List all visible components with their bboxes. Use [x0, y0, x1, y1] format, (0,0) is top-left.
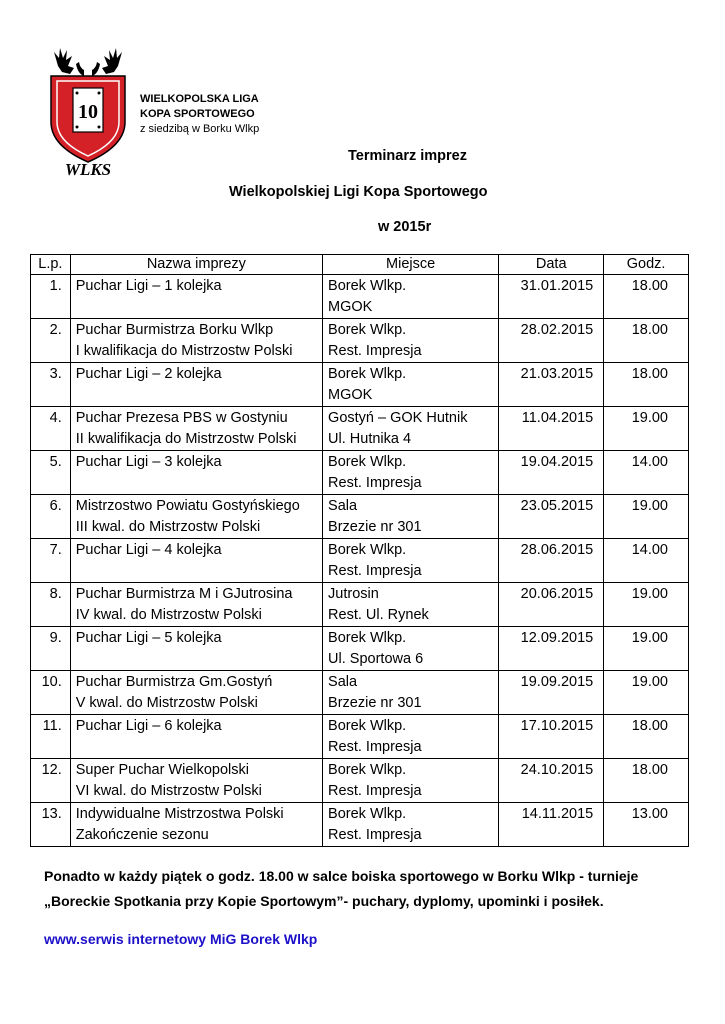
- table-row: [31, 671, 689, 715]
- cell-lp-line-1: 9.: [49, 630, 62, 646]
- cell-name-line-2: I kwalifikacja do Mistrzostw Polski: [75, 343, 293, 359]
- cell-date-line-1: 28.06.2015: [520, 542, 594, 558]
- cell-place: [323, 803, 499, 847]
- cell-date: [499, 583, 604, 627]
- cell-lp-line-1: 13.: [41, 806, 62, 822]
- cell-date-line-1: 12.09.2015: [520, 630, 594, 646]
- cell-name-line-2: VI kwal. do Mistrzostw Polski: [75, 783, 262, 799]
- cell-place-line-2: Brzezie nr 301: [328, 519, 422, 535]
- cell-date-line-1: 21.03.2015: [520, 366, 594, 382]
- cell-name: [70, 759, 322, 803]
- cell-time: [604, 363, 689, 407]
- cell-date: [499, 319, 604, 363]
- table-row: [31, 363, 689, 407]
- cell-place-line-1: Borek Wlkp.: [328, 366, 407, 382]
- cell-time: [604, 715, 689, 759]
- cell-name: [70, 363, 322, 407]
- table-row: [31, 715, 689, 759]
- cell-time: [604, 671, 689, 715]
- cell-name-line-1: Puchar Ligi – 5 kolejka: [75, 630, 222, 646]
- cell-name: [70, 627, 322, 671]
- cell-place-line-2: Rest. Impresja: [328, 783, 422, 799]
- cell-time: [604, 275, 689, 319]
- cell-date-line-1: 23.05.2015: [520, 498, 594, 514]
- cell-date-line-1: 11.04.2015: [521, 410, 594, 426]
- wlks-logo: [46, 44, 130, 178]
- cell-name-line-2: [76, 297, 317, 318]
- cell-name-line-1: Puchar Ligi – 4 kolejka: [75, 542, 222, 558]
- header-lp: L.p.: [31, 255, 71, 275]
- cell-name-line-2: V kwal. do Mistrzostw Polski: [75, 695, 258, 711]
- cell-name-line-1: Puchar Prezesa PBS w Gostyniu: [75, 410, 288, 426]
- cell-place-line-1: Borek Wlkp.: [328, 322, 407, 338]
- cell-date-line-1: 20.06.2015: [520, 586, 594, 602]
- cell-time-line-1: 18.00: [631, 278, 668, 294]
- cell-date: [499, 495, 604, 539]
- cell-place-line-2: Rest. Impresja: [328, 343, 422, 359]
- cell-place: [323, 715, 499, 759]
- cell-lp: [31, 715, 71, 759]
- cell-lp-line-1: 4.: [49, 410, 62, 426]
- cell-name-line-1: Puchar Burmistrza M i GJutrosina: [75, 586, 293, 602]
- cell-lp: [31, 627, 71, 671]
- cell-place: [323, 671, 499, 715]
- logo-text: WLKS: [64, 160, 112, 178]
- cell-place-line-1: Borek Wlkp.: [328, 278, 407, 294]
- cell-place: [323, 539, 499, 583]
- cell-lp: [31, 583, 71, 627]
- cell-name-line-1: Puchar Burmistrza Gm.Gostyń: [75, 674, 273, 690]
- cell-time-line-1: 14.00: [631, 454, 668, 470]
- cell-lp: [31, 319, 71, 363]
- table-row: [31, 759, 689, 803]
- cell-place-line-2: Rest. Impresja: [328, 827, 422, 843]
- title-line-1: Terminarz imprez: [348, 148, 467, 164]
- cell-name-line-2: [76, 561, 317, 582]
- cell-lp-line-1: 2.: [49, 322, 62, 338]
- cell-name-line-1: Mistrzostwo Powiatu Gostyńskiego: [75, 498, 300, 514]
- cell-place: [323, 407, 499, 451]
- cell-name: [70, 583, 322, 627]
- cell-name-line-2: III kwal. do Mistrzostw Polski: [75, 519, 261, 535]
- cell-time: [604, 627, 689, 671]
- cell-name-line-1: Super Puchar Wielkopolski: [75, 762, 250, 778]
- cell-lp-line-1: 8.: [49, 586, 62, 602]
- cell-date: [499, 627, 604, 671]
- cell-date: [499, 451, 604, 495]
- cell-time-line-1: 13.00: [631, 806, 668, 822]
- table-row: [31, 539, 689, 583]
- cell-place-line-2: Rest. Impresja: [328, 563, 422, 579]
- table-row: [31, 495, 689, 539]
- cell-place-line-1: Sala: [328, 498, 358, 514]
- org-line-2: KOPA SPORTOWEGO: [140, 108, 255, 120]
- cell-time-line-1: 18.00: [631, 718, 668, 734]
- cell-date: [499, 803, 604, 847]
- schedule-table: [30, 254, 689, 847]
- cell-place: [323, 583, 499, 627]
- cell-place-line-1: Gostyń – GOK Hutnik: [328, 410, 468, 426]
- cell-place: [323, 319, 499, 363]
- table-row: [31, 407, 689, 451]
- cell-name-line-2: Zakończenie sezonu: [75, 827, 209, 843]
- cell-lp-line-1: 12.: [41, 762, 62, 778]
- cell-name: [70, 451, 322, 495]
- cell-time-line-1: 18.00: [631, 322, 668, 338]
- cell-date-line-1: 24.10.2015: [520, 762, 594, 778]
- cell-time: [604, 319, 689, 363]
- cell-name-line-2: II kwalifikacja do Mistrzostw Polski: [75, 431, 297, 447]
- cell-time: [604, 803, 689, 847]
- cell-date: [499, 363, 604, 407]
- cell-lp: [31, 407, 71, 451]
- cell-date: [499, 715, 604, 759]
- cell-name-line-1: Puchar Ligi – 1 kolejka: [75, 278, 222, 294]
- cell-name: [70, 275, 322, 319]
- table-row: [31, 319, 689, 363]
- cell-name: [70, 319, 322, 363]
- cell-name-line-2: [76, 737, 317, 758]
- cell-lp-line-1: 1.: [49, 278, 62, 294]
- title-line-3: w 2015r: [378, 219, 432, 235]
- cell-time-line-1: 18.00: [631, 762, 668, 778]
- organization-name: [140, 92, 259, 137]
- table-row: [31, 627, 689, 671]
- cell-place-line-1: Borek Wlkp.: [328, 806, 407, 822]
- cell-time: [604, 539, 689, 583]
- cell-name: [70, 715, 322, 759]
- cell-lp-line-1: 6.: [49, 498, 62, 514]
- cell-time-line-1: 19.00: [631, 630, 668, 646]
- org-line-1: WIELKOPOLSKA LIGA: [140, 93, 259, 105]
- cell-time-line-1: 18.00: [631, 366, 668, 382]
- cell-date-line-1: 19.09.2015: [520, 674, 594, 690]
- table-header-row: [31, 255, 689, 275]
- cell-name: [70, 671, 322, 715]
- cell-name-line-2: [76, 473, 317, 494]
- note-line-2: „Boreckie Spotkania przy Kopie Sportowym”- puchary, dyplomy, upominki i posiłek.: [44, 893, 604, 909]
- cell-time: [604, 759, 689, 803]
- title-line-2: Wielkopolskiej Ligi Kopa Sportowego: [229, 184, 488, 200]
- cell-lp: [31, 671, 71, 715]
- cell-lp: [31, 275, 71, 319]
- cell-time: [604, 451, 689, 495]
- cell-time-line-1: 19.00: [631, 674, 668, 690]
- cell-lp: [31, 451, 71, 495]
- header-place: Miejsce: [323, 255, 499, 275]
- cell-date-line-1: 28.02.2015: [520, 322, 594, 338]
- cell-place: [323, 363, 499, 407]
- cell-place-line-2: MGOK: [328, 387, 373, 403]
- cell-place-line-1: Borek Wlkp.: [328, 454, 407, 470]
- header-name: Nazwa imprezy: [70, 255, 322, 275]
- cell-date: [499, 671, 604, 715]
- cell-date: [499, 759, 604, 803]
- cell-date-line-1: 19.04.2015: [520, 454, 594, 470]
- cell-place-line-1: Sala: [328, 674, 358, 690]
- cell-lp: [31, 363, 71, 407]
- cell-lp-line-1: 11.: [42, 718, 62, 734]
- cell-place: [323, 495, 499, 539]
- cell-name-line-1: Indywidualne Mistrzostwa Polski: [75, 806, 284, 822]
- cell-name: [70, 495, 322, 539]
- cell-place-line-2: MGOK: [328, 299, 373, 315]
- logo-number: 10: [78, 101, 98, 123]
- table-row: [31, 451, 689, 495]
- cell-time-line-1: 19.00: [631, 410, 668, 426]
- note-line-1: Ponadto w każdy piątek o godz. 18.00 w salce boiska sportowego w Borku Wlkp - turnieje: [44, 868, 639, 884]
- cell-place-line-2: Ul. Hutnika 4: [328, 431, 412, 447]
- cell-time: [604, 495, 689, 539]
- cell-name: [70, 539, 322, 583]
- cell-date-line-1: 31.01.2015: [520, 278, 594, 294]
- cell-lp-line-1: 7.: [49, 542, 62, 558]
- cell-place-line-1: Jutrosin: [328, 586, 379, 602]
- cell-lp-line-1: 3.: [49, 366, 62, 382]
- cell-place-line-2: Ul. Sportowa 6: [328, 651, 424, 667]
- cell-name: [70, 803, 322, 847]
- cell-time: [604, 407, 689, 451]
- cell-name-line-2: [76, 649, 317, 670]
- cell-lp: [31, 495, 71, 539]
- website-link[interactable]: www.serwis internetowy MiG Borek Wlkp: [44, 931, 318, 947]
- cell-lp-line-1: 5.: [49, 454, 62, 470]
- cell-name-line-1: Puchar Ligi – 2 kolejka: [75, 366, 222, 382]
- cell-lp-line-1: 10.: [41, 674, 62, 690]
- cell-place-line-2: Rest. Impresja: [328, 475, 422, 491]
- cell-date: [499, 407, 604, 451]
- cell-date: [499, 275, 604, 319]
- cell-time-line-1: 19.00: [631, 498, 668, 514]
- cell-name: [70, 407, 322, 451]
- cell-place-line-1: Borek Wlkp.: [328, 542, 407, 558]
- cell-place-line-2: Rest. Impresja: [328, 739, 422, 755]
- cell-place-line-1: Borek Wlkp.: [328, 762, 407, 778]
- cell-name-line-2: IV kwal. do Mistrzostw Polski: [75, 607, 262, 623]
- antlers-icon: [54, 48, 122, 76]
- cell-place: [323, 275, 499, 319]
- cell-time: [604, 583, 689, 627]
- header-date: Data: [499, 255, 604, 275]
- header-time: Godz.: [604, 255, 689, 275]
- cell-place-line-1: Borek Wlkp.: [328, 718, 407, 734]
- cell-place: [323, 451, 499, 495]
- table-row: [31, 275, 689, 319]
- table-row: [31, 583, 689, 627]
- table-row: [31, 803, 689, 847]
- cell-time-line-1: 14.00: [631, 542, 668, 558]
- cell-name-line-1: Puchar Ligi – 3 kolejka: [75, 454, 222, 470]
- cell-time-line-1: 19.00: [631, 586, 668, 602]
- cell-place-line-2: Rest. Ul. Rynek: [328, 607, 429, 623]
- cell-place: [323, 759, 499, 803]
- cell-place: [323, 627, 499, 671]
- org-line-3: z siedzibą w Borku Wlkp: [140, 123, 260, 135]
- cell-name-line-2: [76, 385, 317, 406]
- cell-lp: [31, 759, 71, 803]
- cell-name-line-1: Puchar Burmistrza Borku Wlkp: [75, 322, 274, 338]
- cell-date-line-1: 14.11.2015: [521, 806, 594, 822]
- cell-lp: [31, 803, 71, 847]
- cell-lp: [31, 539, 71, 583]
- cell-name-line-1: Puchar Ligi – 6 kolejka: [75, 718, 222, 734]
- cell-place-line-1: Borek Wlkp.: [328, 630, 407, 646]
- cell-place-line-2: Brzezie nr 301: [328, 695, 422, 711]
- cell-date: [499, 539, 604, 583]
- cell-date-line-1: 17.10.2015: [520, 718, 594, 734]
